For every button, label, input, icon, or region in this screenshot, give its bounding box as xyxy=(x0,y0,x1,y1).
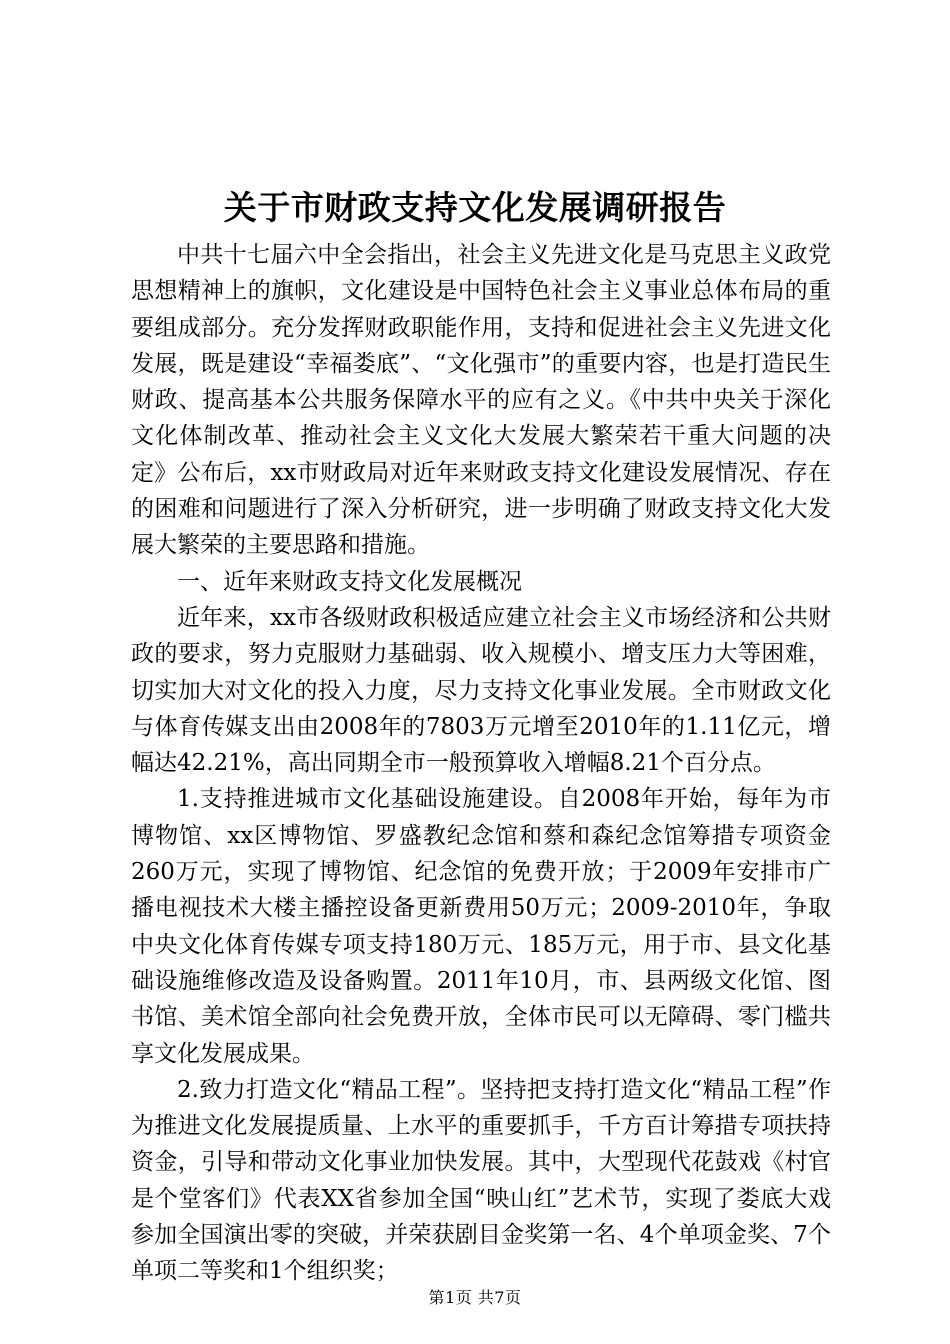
section-heading-1: 一、近年来财政支持文化发展概况 xyxy=(177,568,522,595)
document-body xyxy=(131,237,831,1290)
document-title: 关于市财政支持文化发展调研报告 xyxy=(223,188,727,227)
paragraph-item-1: 1.支持推进城市文化基础设施建设。自2008年开始，每年为市博物馆、xx区博物馆、罗盛教纪念馆和蔡和森纪念馆筹措专项资金260万元，实现了博物馆、纪念馆的免费开放；于2009年安排市广播电视技术大楼主播控设备更新费用50万元；2009-2010年，争取中央文化体育传媒专项支持180万元、185万元，用于市、县文化基础设施维修改造及设备购置。2011年10月，市、县两级文化馆、图书馆、美术馆全部向社会免费开放，全体市民可以无障碍、零门槛共享文化发展成果。 xyxy=(131,786,831,1067)
paragraph-intro: 中共十七届六中全会指出，社会主义先进文化是马克思主义政党思想精神上的旗帜，文化建设是中国特色社会主义事业总体布局的重要组成部分。充分发挥财政职能作用，支持和促进社会主义先进文化发展，既是建设“幸福娄底”、“文化强市”的重要内容，也是打造民生财政、提高基本公共服务保障水平的应有之义。《中共中央关于深化文化体制改革、推动社会主义文化大发展大繁荣若干重大问题的决定》公布后，xx市财政局对近年来财政支持文化建设发展情况、存在的困难和问题进行了深入分析研究，进一步明确了财政支持文化大发展大繁荣的主要思路和措施。 xyxy=(131,242,831,559)
paragraph-item-2: 2.致力打造文化“精品工程”。坚持把支持打造文化“精品工程”作为推进文化发展提质量、上水平的重要抓手，千方百计筹措专项扶持资金，引导和带动文化事业加快发展。其中，大型现代花鼓戏《村官是个堂客们》代表XX省参加全国“映山红”艺术节，实现了娄底大戏参加全国演出零的突破，并荣获剧目金奖第一名、4个单项金奖、7个单项二等奖和1个组织奖； xyxy=(131,1076,831,1285)
page-footer: 第1页 共7页 xyxy=(428,1288,522,1307)
paragraph-overview: 近年来，xx市各级财政积极适应建立社会主义市场经济和公共财政的要求，努力克服财力基础弱、收入规模小、增支压力大等困难，切实加大对文化的投入力度，尽力支持文化事业发展。全市财政文化与体育传媒支出由2008年的7803万元增至2010年的1.11亿元，增幅达42.21%，高出同期全市一般预算收入增幅8.21个百分点。 xyxy=(131,604,831,777)
